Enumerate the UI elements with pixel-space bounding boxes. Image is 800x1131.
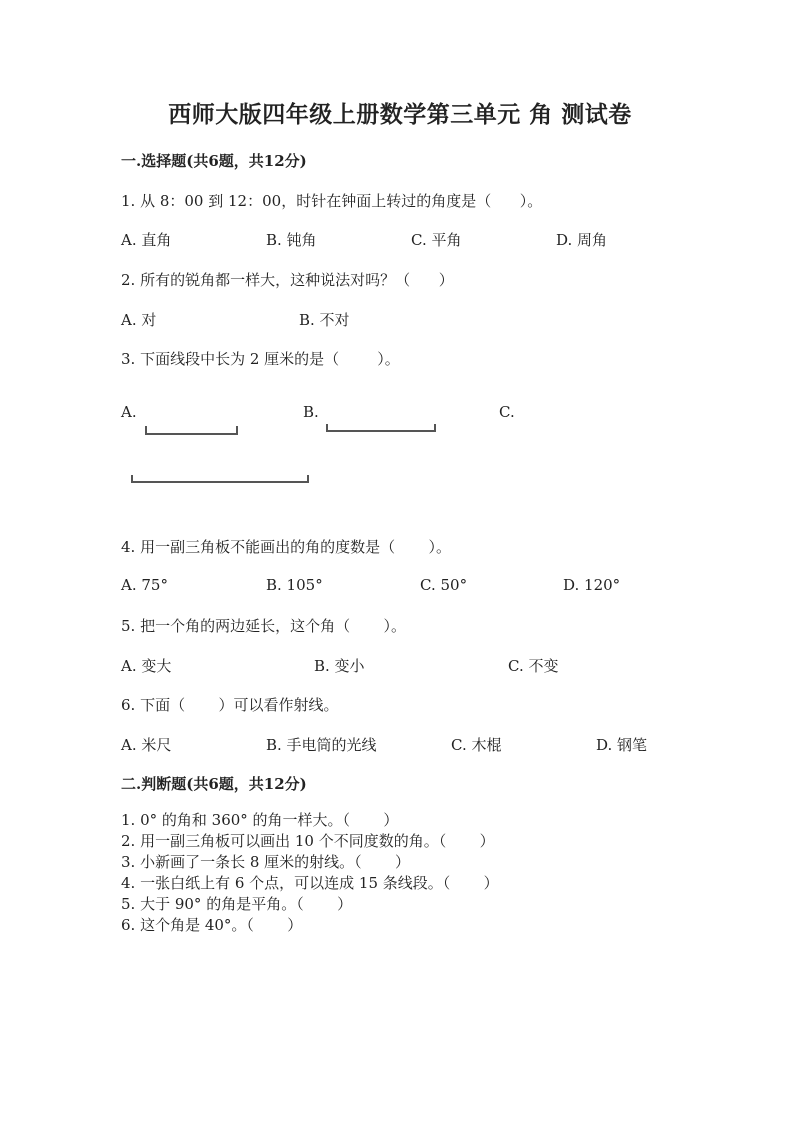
question-5: 5. 把一个角的两边延长，这个角（ ）。 <box>121 617 406 635</box>
tf-item-3: 3. 小新画了一条长 8 厘米的射线。（ ） <box>121 853 411 871</box>
q6-option-a: A. 米尺 <box>121 736 172 754</box>
q5-option-c: C. 不变 <box>508 657 559 675</box>
q6-option-c: C. 木棍 <box>451 736 502 754</box>
section-heading-multiple-choice: 一.选择题(共6题，共12分) <box>121 152 307 170</box>
page-title: 西师大版四年级上册数学第三单元 角 测试卷 <box>168 101 632 128</box>
q4-option-b: B. 105° <box>266 576 323 594</box>
q6-option-d: D. 钢笔 <box>596 736 648 754</box>
q6-option-b: B. 手电筒的光线 <box>266 736 377 754</box>
q3-option-c: C. <box>499 403 515 421</box>
q1-option-c: C. 平角 <box>411 231 462 249</box>
segment-a-figure <box>140 424 244 438</box>
question-2: 2. 所有的锐角都一样大，这种说法对吗？（ ） <box>121 271 454 289</box>
q2-option-b: B. 不对 <box>299 311 350 329</box>
q3-option-a: A. <box>121 403 137 421</box>
tf-item-4: 4. 一张白纸上有 6 个点，可以连成 15 条线段。（ ） <box>121 874 499 892</box>
segment-b-figure <box>321 422 441 436</box>
question-1: 1. 从 8：00 到 12：00，时针在钟面上转过的角度是（ ）。 <box>121 192 543 210</box>
q5-option-a: A. 变大 <box>121 657 172 675</box>
question-4: 4. 用一副三角板不能画出的角的度数是（ ）。 <box>121 538 451 556</box>
tf-item-6: 6. 这个角是 40°。（ ） <box>121 916 303 934</box>
q4-option-a: A. 75° <box>121 576 168 594</box>
question-3: 3. 下面线段中长为 2 厘米的是（ ）。 <box>121 350 400 368</box>
section-heading-true-false: 二.判断题(共6题，共12分) <box>121 775 307 793</box>
q1-option-b: B. 钝角 <box>266 231 317 249</box>
q4-option-c: C. 50° <box>420 576 468 594</box>
tf-item-5: 5. 大于 90° 的角是平角。（ ） <box>121 895 353 913</box>
segment-c-figure <box>126 473 314 487</box>
q3-option-b: B. <box>303 403 319 421</box>
q5-option-b: B. 变小 <box>314 657 365 675</box>
tf-item-1: 1. 0° 的角和 360° 的角一样大。（ ） <box>121 811 399 829</box>
q1-option-d: D. 周角 <box>556 231 608 249</box>
q1-option-a: A. 直角 <box>121 231 172 249</box>
q2-option-a: A. 对 <box>121 311 157 329</box>
question-6: 6. 下面（ ）可以看作射线。 <box>121 696 339 714</box>
q4-option-d: D. 120° <box>563 576 621 594</box>
tf-item-2: 2. 用一副三角板可以画出 10 个不同度数的角。（ ） <box>121 832 495 850</box>
